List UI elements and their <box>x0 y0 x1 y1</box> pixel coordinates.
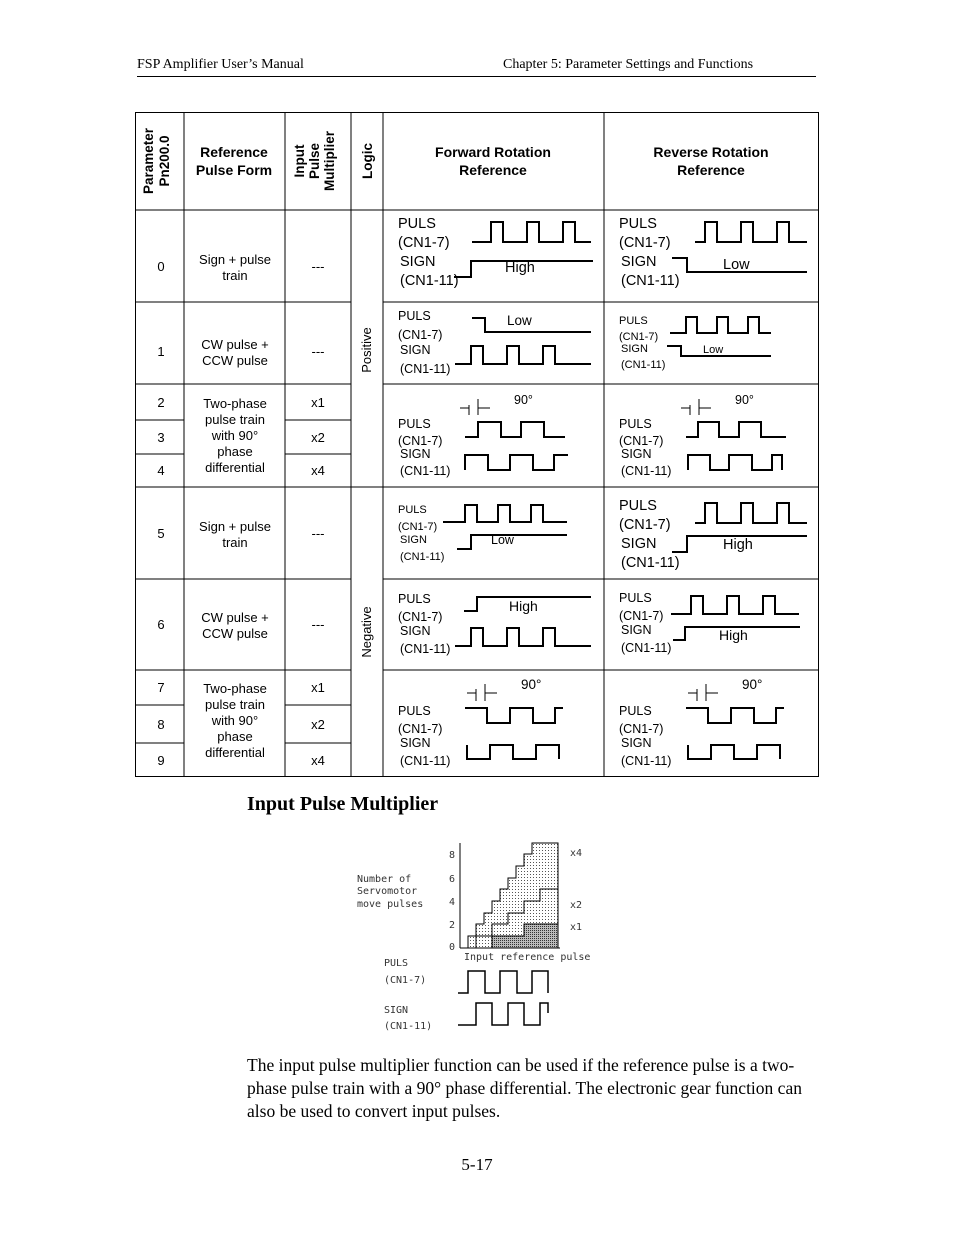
fig-series-x1: x1 <box>570 922 583 933</box>
fig-puls-cn: (CN1-7) <box>384 975 427 986</box>
puls-connector-label: (CN1-7) <box>398 434 443 448</box>
header-reverse-line1: Reverse Rotation <box>653 144 769 160</box>
sign-connector-label: (CN1-11) <box>400 551 445 563</box>
sign-connector-label: (CN1-11) <box>621 359 666 371</box>
sign-waveform <box>688 455 782 470</box>
sign-connector-label: (CN1-11) <box>621 464 672 478</box>
sign-level-label: Low <box>491 533 514 547</box>
header-parameter-line2: Pn200.0 <box>157 135 172 187</box>
fig-ytick-8: 8 <box>449 850 456 861</box>
puls-waveform <box>670 317 771 333</box>
sign-waveform <box>455 346 591 364</box>
param-value: 0 <box>157 259 165 274</box>
puls-label: PULS <box>619 417 652 431</box>
header-multiplier-line1: Input <box>292 144 307 178</box>
sign-label: SIGN <box>621 447 652 461</box>
pulse-form-line: CCW pulse <box>202 353 268 368</box>
puls-connector-label: (CN1-7) <box>398 722 443 736</box>
fig-ylabel-line2: Servomotor <box>357 886 418 897</box>
header-pulse-form-line1: Reference <box>200 144 268 160</box>
multiplier-value: --- <box>311 526 325 541</box>
header-manual-title: FSP Amplifier User’s Manual <box>137 57 304 72</box>
puls-connector-label: (CN1-7) <box>619 722 664 736</box>
puls-label: PULS <box>398 216 436 232</box>
sign-connector-label: (CN1-11) <box>621 754 672 768</box>
param-value: 4 <box>157 463 165 478</box>
sign-connector-label: (CN1-11) <box>400 754 451 768</box>
header-pulse-form-line2: Pulse Form <box>195 162 273 178</box>
header-reverse-line2: Reference <box>677 162 745 178</box>
sign-connector-label: (CN1-11) <box>621 555 680 571</box>
header-rule <box>137 76 816 77</box>
fig-ytick-2: 2 <box>449 920 456 931</box>
param-value: 8 <box>157 717 165 732</box>
fig-ytick-4: 4 <box>449 897 456 908</box>
phase-label: 90° <box>735 393 754 407</box>
two-phase-form-line: differential <box>205 460 265 475</box>
puls-label: PULS <box>619 315 648 327</box>
sign-level-label: Low <box>723 257 750 273</box>
sign-label: SIGN <box>400 624 431 638</box>
sign-connector-label: (CN1-11) <box>400 642 451 656</box>
sign-connector-label: (CN1-11) <box>400 464 451 478</box>
puls-connector-label: (CN1-7) <box>398 521 438 533</box>
puls-label: PULS <box>619 704 652 718</box>
phase-label: 90° <box>514 393 533 407</box>
pulse-form-line: Sign + pulse <box>199 252 271 267</box>
header-forward-line2: Reference <box>459 162 527 178</box>
puls-label: PULS <box>398 504 427 516</box>
fig-puls-label: PULS <box>384 958 409 969</box>
puls-waveform <box>671 596 799 614</box>
sign-level-label: High <box>719 627 748 643</box>
two-phase-form-line: Two-phase <box>203 681 267 696</box>
sign-label: SIGN <box>621 623 652 637</box>
multiplier-value: --- <box>311 617 325 632</box>
sign-connector-label: (CN1-11) <box>621 641 672 655</box>
two-phase-form-line: with 90° <box>211 713 259 728</box>
multiplier-value: x1 <box>311 395 325 410</box>
param-value: 6 <box>157 617 165 632</box>
header-chapter-title: Chapter 5: Parameter Settings and Functions <box>503 57 754 72</box>
puls-label: PULS <box>619 591 652 605</box>
fig-xlabel: Input reference pulse <box>464 952 591 963</box>
two-phase-form-line: pulse train <box>205 697 265 712</box>
puls-connector-label: (CN1-7) <box>398 235 450 251</box>
pulse-form-line: train <box>222 535 248 550</box>
puls-level-label: High <box>509 598 538 614</box>
param-value: 2 <box>157 395 165 410</box>
multiplier-value: --- <box>311 259 325 274</box>
puls-level-label: Low <box>507 313 532 328</box>
sign-label: SIGN <box>400 736 431 750</box>
fig-sign-label: SIGN <box>384 1005 409 1016</box>
puls-waveform <box>465 422 565 437</box>
puls-waveform <box>686 422 786 437</box>
param-value: 5 <box>157 526 165 541</box>
sign-label: SIGN <box>400 534 427 546</box>
puls-waveform <box>695 222 807 242</box>
sign-label: SIGN <box>621 736 652 750</box>
section-title: Input Pulse Multiplier <box>247 793 439 815</box>
sign-waveform <box>455 628 591 646</box>
header-parameter-line1: Parameter <box>141 127 156 195</box>
sign-waveform <box>688 745 780 759</box>
puls-waveform <box>443 505 567 522</box>
two-phase-form-line: differential <box>205 745 265 760</box>
multiplier-value: x2 <box>311 717 325 732</box>
multiplier-value: x4 <box>311 753 325 768</box>
two-phase-form-line: phase <box>217 444 253 459</box>
param-value: 9 <box>157 753 165 768</box>
sign-connector-label: (CN1-11) <box>400 362 451 376</box>
puls-connector-label: (CN1-7) <box>619 331 659 343</box>
fig-sign-cn: (CN1-11) <box>384 1021 433 1032</box>
fig-series-x2: x2 <box>570 900 583 911</box>
sign-level-label: High <box>723 537 753 553</box>
fig-ylabel-line1: Number of <box>357 874 412 885</box>
puls-connector-label: (CN1-7) <box>619 517 671 533</box>
multiplier-value: x4 <box>311 463 325 478</box>
puls-waveform <box>472 222 591 242</box>
param-value: 7 <box>157 680 165 695</box>
sign-connector-label: (CN1-11) <box>400 273 459 289</box>
sign-label: SIGN <box>621 254 657 270</box>
puls-label: PULS <box>398 309 431 323</box>
sign-label: SIGN <box>621 536 657 552</box>
param-value: 1 <box>157 344 165 359</box>
param-value: 3 <box>157 430 165 445</box>
body-paragraph: The input pulse multiplier function can be used if the reference pulse is a two-phase pulse train with a 90° phase differential. The electronic gear function can also be used to convert input pulses. <box>247 1055 802 1121</box>
multiplier-figure <box>350 838 610 1038</box>
puls-waveform <box>695 503 807 523</box>
puls-waveform <box>686 708 784 723</box>
header-multiplier-line3: Multiplier <box>322 131 337 191</box>
header-forward-line1: Forward Rotation <box>435 144 551 160</box>
header-multiplier-line2: Pulse <box>307 142 322 180</box>
two-phase-form-line: with 90° <box>211 428 259 443</box>
two-phase-form-line: pulse train <box>205 412 265 427</box>
sign-level-label: High <box>505 260 535 276</box>
page-number: 5-17 <box>461 1155 493 1174</box>
multiplier-value: x2 <box>311 430 325 445</box>
pulse-form-line: train <box>222 268 248 283</box>
sign-label: SIGN <box>400 447 431 461</box>
puls-waveform <box>465 708 563 723</box>
phase-label: 90° <box>742 677 763 692</box>
sign-label: SIGN <box>400 343 431 357</box>
logic-negative: Negative <box>359 606 374 658</box>
fig-ytick-0: 0 <box>449 942 456 953</box>
pulse-form-line: CW pulse + <box>201 610 269 625</box>
multiplier-value: x1 <box>311 680 325 695</box>
sign-label: SIGN <box>400 254 436 270</box>
two-phase-form-line: phase <box>217 729 253 744</box>
puls-connector-label: (CN1-7) <box>398 328 443 342</box>
sign-connector-label: (CN1-11) <box>621 273 680 289</box>
two-phase-form-line: Two-phase <box>203 396 267 411</box>
fig-series-x4: x4 <box>570 848 583 859</box>
fig-ylabel-line3: move pulses <box>357 899 424 910</box>
puls-label: PULS <box>398 592 431 606</box>
puls-label: PULS <box>619 498 657 514</box>
logic-positive: Positive <box>359 327 374 373</box>
puls-label: PULS <box>398 417 431 431</box>
pulse-form-line: CCW pulse <box>202 626 268 641</box>
header-logic: Logic <box>360 143 375 179</box>
pulse-form-table <box>135 112 819 777</box>
puls-connector-label: (CN1-7) <box>619 434 664 448</box>
sign-label: SIGN <box>621 343 648 355</box>
fig-puls-wave <box>458 971 548 993</box>
multiplier-value: --- <box>311 344 325 359</box>
fig-ytick-6: 6 <box>449 874 456 885</box>
sign-waveform <box>465 455 568 470</box>
fig-sign-wave <box>458 1003 548 1025</box>
pulse-form-line: Sign + pulse <box>199 519 271 534</box>
sign-waveform <box>467 745 559 759</box>
puls-connector-label: (CN1-7) <box>619 235 671 251</box>
puls-connector-label: (CN1-7) <box>619 609 664 623</box>
sign-level-label: Low <box>703 344 724 356</box>
puls-label: PULS <box>398 704 431 718</box>
phase-label: 90° <box>521 677 542 692</box>
puls-label: PULS <box>619 216 657 232</box>
pulse-form-line: CW pulse + <box>201 337 269 352</box>
puls-connector-label: (CN1-7) <box>398 610 443 624</box>
